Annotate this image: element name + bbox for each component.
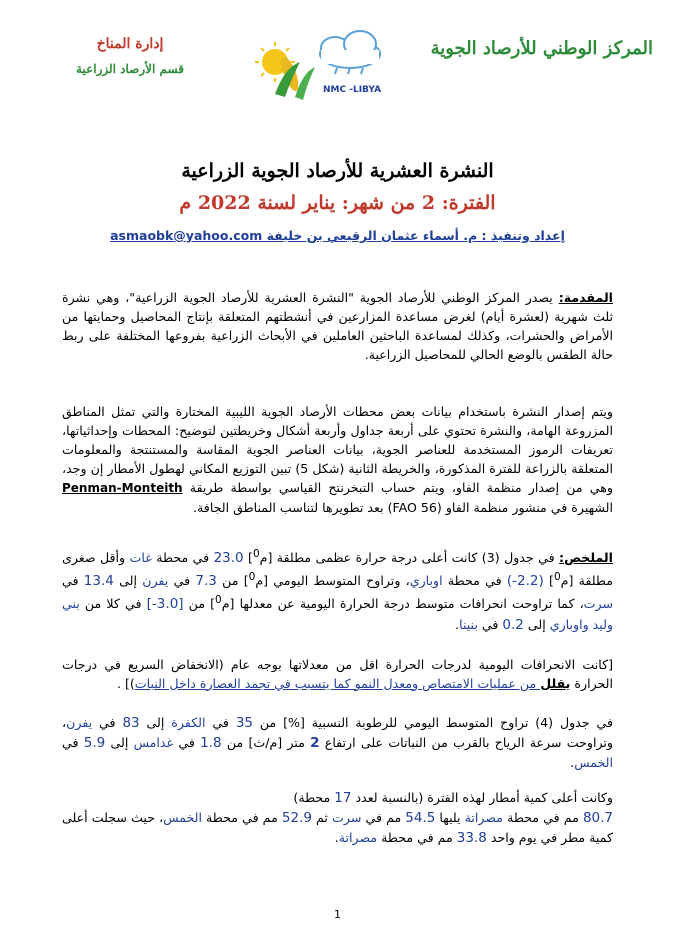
station-name: غات (129, 550, 152, 566)
humidity-text: في (205, 714, 236, 730)
method-paragraph (62, 402, 613, 517)
intro-text: يصدر المركز الوطني للأرصاد الجوية "النشرة العشرية للأرصاد الجوية الزراعية"، وهي نشرة ثلث شهرية (لعشرة أيام) لغرض مساعدة المزارعين في أنشطتهم المتعلقة بإنتاج المحاصيل وحمايتها من الأمراض والحشرات، وكذلك لمساعدة الباحثين العاملين في الأبحاث الزراعية بفروعها المختلفة على ربط حالة الطقس بالوضع الحالي للمحاصيل الزراعية. (62, 290, 613, 362)
summary-text: في (477, 616, 503, 632)
humidity-text: في (62, 734, 84, 750)
page-number: 1 (334, 908, 341, 921)
summary-text: ] (543, 573, 554, 589)
rain-paragraph (62, 788, 613, 848)
summary-text: في محطة (442, 573, 507, 589)
anomaly-text: [كانت الانحرافات اليومية لدرجات الحرارة اقل من معدلاتها بوجه عام (الانخفاض السريع في درجات الحرارة (62, 656, 613, 691)
rain-text: محطة) (293, 789, 335, 805)
station-name: الكفرة (171, 714, 206, 730)
summary-label: الملخص: (559, 550, 613, 566)
station-name: غدامس (133, 734, 174, 750)
humidity-text: . (570, 754, 575, 770)
summary-text: في (62, 573, 84, 589)
value-max-temp: 23.0 (213, 550, 244, 567)
value-rain-1: 80.7 (582, 809, 613, 826)
summary-text: إلى (113, 573, 143, 589)
logo-text: NMC -LIBYA (323, 85, 382, 95)
value-rain-2: 54.5 (405, 809, 436, 826)
station-name: يفرن (66, 714, 93, 730)
dept-title: إدارة المناخ (96, 36, 164, 52)
summary-text: في (168, 573, 196, 589)
rain-text: مم في محطة (201, 809, 282, 825)
summary-text: في محطة (151, 550, 214, 566)
humidity-paragraph (62, 713, 613, 772)
value-height: 2 (310, 734, 320, 751)
station-name: بنينا (459, 616, 478, 632)
value-rh-min: 35 (235, 714, 253, 731)
summary-text: . (455, 616, 460, 632)
rain-text: ثم (311, 809, 333, 825)
bulletin-title: النشرة العشرية للأرصاد الجوية الزراعية (181, 160, 494, 182)
method-name: Penman-Monteith (62, 481, 183, 495)
org-name: المركز الوطني للأرصاد الجوية (430, 38, 653, 59)
department-block (55, 36, 205, 76)
author-line[interactable]: إعداد وتنفيذ : م. أسماء عثمان الرقيعي بن خليفة asmaobk@yahoo.com (110, 228, 565, 243)
station-name: سرت (332, 809, 362, 825)
value-anomaly-high: 0.2 (502, 616, 524, 633)
summary-paragraph (62, 545, 613, 635)
rain-text: مم في محطة (377, 829, 457, 845)
period-title: الفترة: 2 من شهر: يناير لسنة 2022 م (179, 192, 496, 214)
anomaly-text: )] . (116, 675, 135, 691)
dept-subtitle: قسم الأرصاد الزراعية (76, 62, 184, 76)
summary-text: ، وتراوح المتوسط اليومي [م (255, 573, 410, 589)
value-rh-max: 83 (122, 714, 140, 731)
rain-text: ، حيث سجلت أعلى كمية مطر في يوم واحد (62, 809, 613, 845)
degree-sup: 0 (252, 548, 260, 560)
value-min-temp: (-2.2) (506, 573, 544, 590)
summary-text: إلى (523, 616, 550, 632)
summary-text: في كلا من (79, 596, 147, 612)
summary-text: ، كما تراوحت انحرافات متوسط درجة الحرارة اليومية عن معدلها [م (221, 596, 584, 612)
station-name: يفرن (142, 573, 169, 589)
humidity-text: إلى (139, 714, 172, 730)
value-mean-low: 7.3 (195, 573, 217, 590)
summary-text: في جدول (3) كانت أعلى درجة حرارة عظمى مطلقة [م (259, 550, 560, 566)
summary-text: ] من (216, 573, 249, 589)
value-mean-high: 13.4 (83, 573, 114, 590)
summary-text: ] من (183, 596, 216, 612)
degree-sup: 0 (215, 594, 222, 607)
value-wind-max: 5.9 (83, 734, 106, 751)
value-wind-min: 1.8 (200, 734, 222, 751)
humidity-text: إلى (105, 734, 134, 750)
summary-text: وأقل صغرى مطلقة [م (62, 550, 613, 589)
rain-text: مم في محطة (503, 809, 583, 825)
anomaly-underlined: يقلل (540, 675, 571, 691)
value-rain-3: 52.9 (281, 809, 312, 826)
station-name: مصراتة (464, 809, 503, 825)
station-name: الخمس (574, 754, 613, 770)
humidity-text: ، وتراوحت سرعة الرياح بالقرب من النباتات على ارتفاع (62, 714, 613, 750)
degree-sup: 0 (553, 571, 561, 584)
document-body (62, 288, 613, 848)
station-name: الخمس (163, 809, 202, 825)
humidity-text: في جدول (4) تراوح المتوسط اليومي للرطوبة النسبية [%] من (253, 714, 613, 730)
nmc-logo-icon (255, 22, 405, 110)
rain-text: يليها (435, 809, 465, 825)
anomaly-link[interactable]: من عمليات الامتصاص ومعدل النمو كما يتسبب في تجمد العصارة داخل النبات (134, 675, 541, 691)
station-name: اوباري (409, 573, 443, 589)
humidity-text: في (92, 714, 123, 730)
value-station-count: 17 (334, 789, 352, 806)
rain-text: وكانت أعلى كمية أمطار لهذه الفترة (بالنسبة لعدد (351, 789, 613, 805)
intro-label: المقدمة: (558, 290, 613, 305)
station-name: بني وليد واوباري (62, 596, 613, 632)
rain-text: . (334, 829, 339, 845)
station-name: سرت (583, 596, 614, 612)
value-rain-daily: 33.8 (456, 829, 487, 846)
degree-sup: 0 (248, 571, 256, 584)
anomaly-paragraph (62, 655, 613, 693)
intro-paragraph (62, 288, 613, 364)
method-text-end: الشهيرة في منشور منظمة الفاو (FAO 56) بعد تطويرها لتناسب المناطق الجافة. (193, 500, 613, 515)
title-block (40, 160, 635, 243)
humidity-text: متر [م/ث] من (221, 734, 311, 750)
humidity-text: في (173, 734, 201, 750)
method-text: ويتم إصدار النشرة باستخدام بيانات بعض محطات الأرصاد الجوية الليبية المختارة والتي تمثل المناطق المزروعة الهامة، والنشرة تحتوي على أربعة جداول وأربعة أشكال وخريطتين لتوضيح: المحطات وإحداثياتها، تعريفات الرموز المستخدمة للعناصر الجوية، بيانات العناصر الجوية المقاسة والمستنتجة والمعلومات المتعلقة بالزراعة للفترة المذكورة، والخريطة الثانية (شكل 5) تبين التوزيع المكاني لهطول الأمطار إن وجد، وهي من إصدار منظمة الفاو، ويتم حساب التبخرنتح القياسي بواسطة طريقة (62, 404, 613, 495)
value-anomaly-low: [-3.0] (146, 596, 184, 613)
rain-text: مم في (361, 809, 406, 825)
summary-text: ] (243, 550, 253, 566)
station-name: مصراتة (338, 829, 378, 845)
